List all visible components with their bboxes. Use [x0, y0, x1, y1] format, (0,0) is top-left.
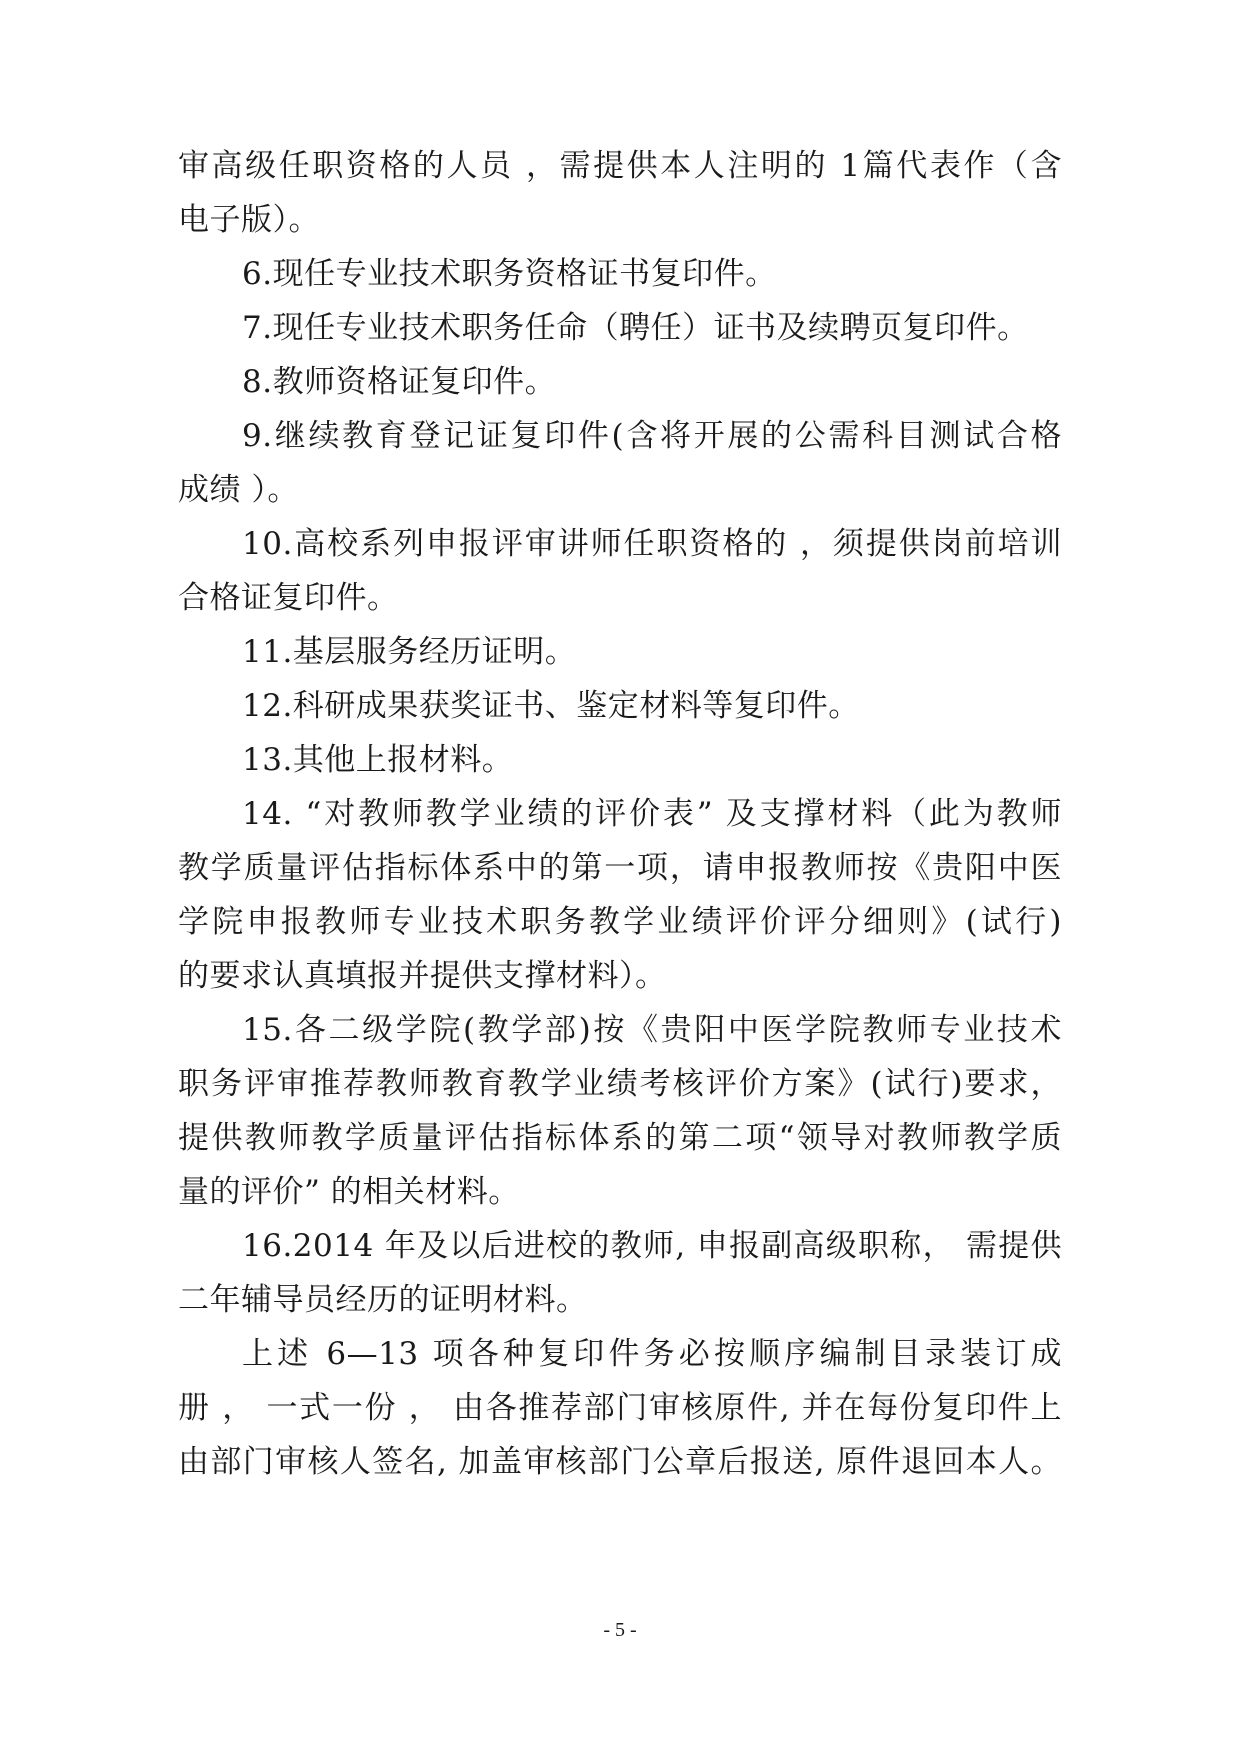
text-line: 由部门审核人签名, 加盖审核部门公章后报送, 原件退回本人。 — [178, 1444, 1062, 1480]
text-line: 学院申报教师专业技术职务教学业绩评价评分细则》(试行) — [178, 904, 1062, 940]
list-item-8: 8.教师资格证复印件。 — [242, 364, 557, 400]
list-item-15: 15.各二级学院(教学部)按《贵阳中医学院教师专业技术 — [242, 1012, 1062, 1048]
list-item-11: 11.基层服务经历证明。 — [242, 634, 577, 670]
page-number: - 5 - — [603, 1619, 637, 1641]
list-item-16: 16.2014 年及以后进校的教师, 申报副高级职称， 需提供 — [242, 1228, 1062, 1264]
closing-paragraph: 上述 6—13 项各种复印件务必按顺序编制目录装订成 — [242, 1336, 1062, 1372]
text-line: 合格证复印件。 — [178, 580, 399, 616]
text-line: 册 ， 一式一份 ， 由各推荐部门审核原件, 并在每份复印件上 — [178, 1390, 1062, 1426]
list-item-13: 13.其他上报材料。 — [242, 742, 514, 778]
list-item-7: 7.现任专业技术职务任命（聘任）证书及续聘页复印件。 — [242, 310, 1029, 346]
list-item-12: 12.科研成果获奖证书、鉴定材料等复印件。 — [242, 688, 860, 724]
list-item-9: 9.继续教育登记证复印件(含将开展的公需科目测试合格 — [242, 418, 1062, 454]
list-item-14: 14. “对教师教学业绩的评价表” 及支撑材料（此为教师 — [242, 796, 1062, 832]
list-item-10: 10.高校系列申报评审讲师任职资格的 ，须提供岗前培训 — [242, 526, 1062, 562]
text-line: 职务评审推荐教师教育教学业绩考核评价方案》(试行)要求， — [178, 1066, 1062, 1102]
list-item-6: 6.现任专业技术职务资格证书复印件。 — [242, 256, 777, 292]
text-line: 成绩 ）。 — [178, 472, 299, 508]
text-line: 教学质量评估指标体系中的第一项，请申报教师按《贵阳中医 — [178, 850, 1062, 886]
text-line: 量的评价” 的相关材料。 — [178, 1174, 520, 1210]
text-line: 的要求认真填报并提供支撑材料）。 — [178, 958, 667, 994]
text-line: 审高级任职资格的人员 ，需提供本人注明的 1篇代表作（含 — [178, 148, 1062, 184]
text-line: 二年辅导员经历的证明材料。 — [178, 1282, 588, 1318]
text-line: 提供教师教学质量评估指标体系的第二项“领导对教师教学质 — [178, 1120, 1062, 1156]
text-line: 电子版）。 — [178, 202, 320, 238]
